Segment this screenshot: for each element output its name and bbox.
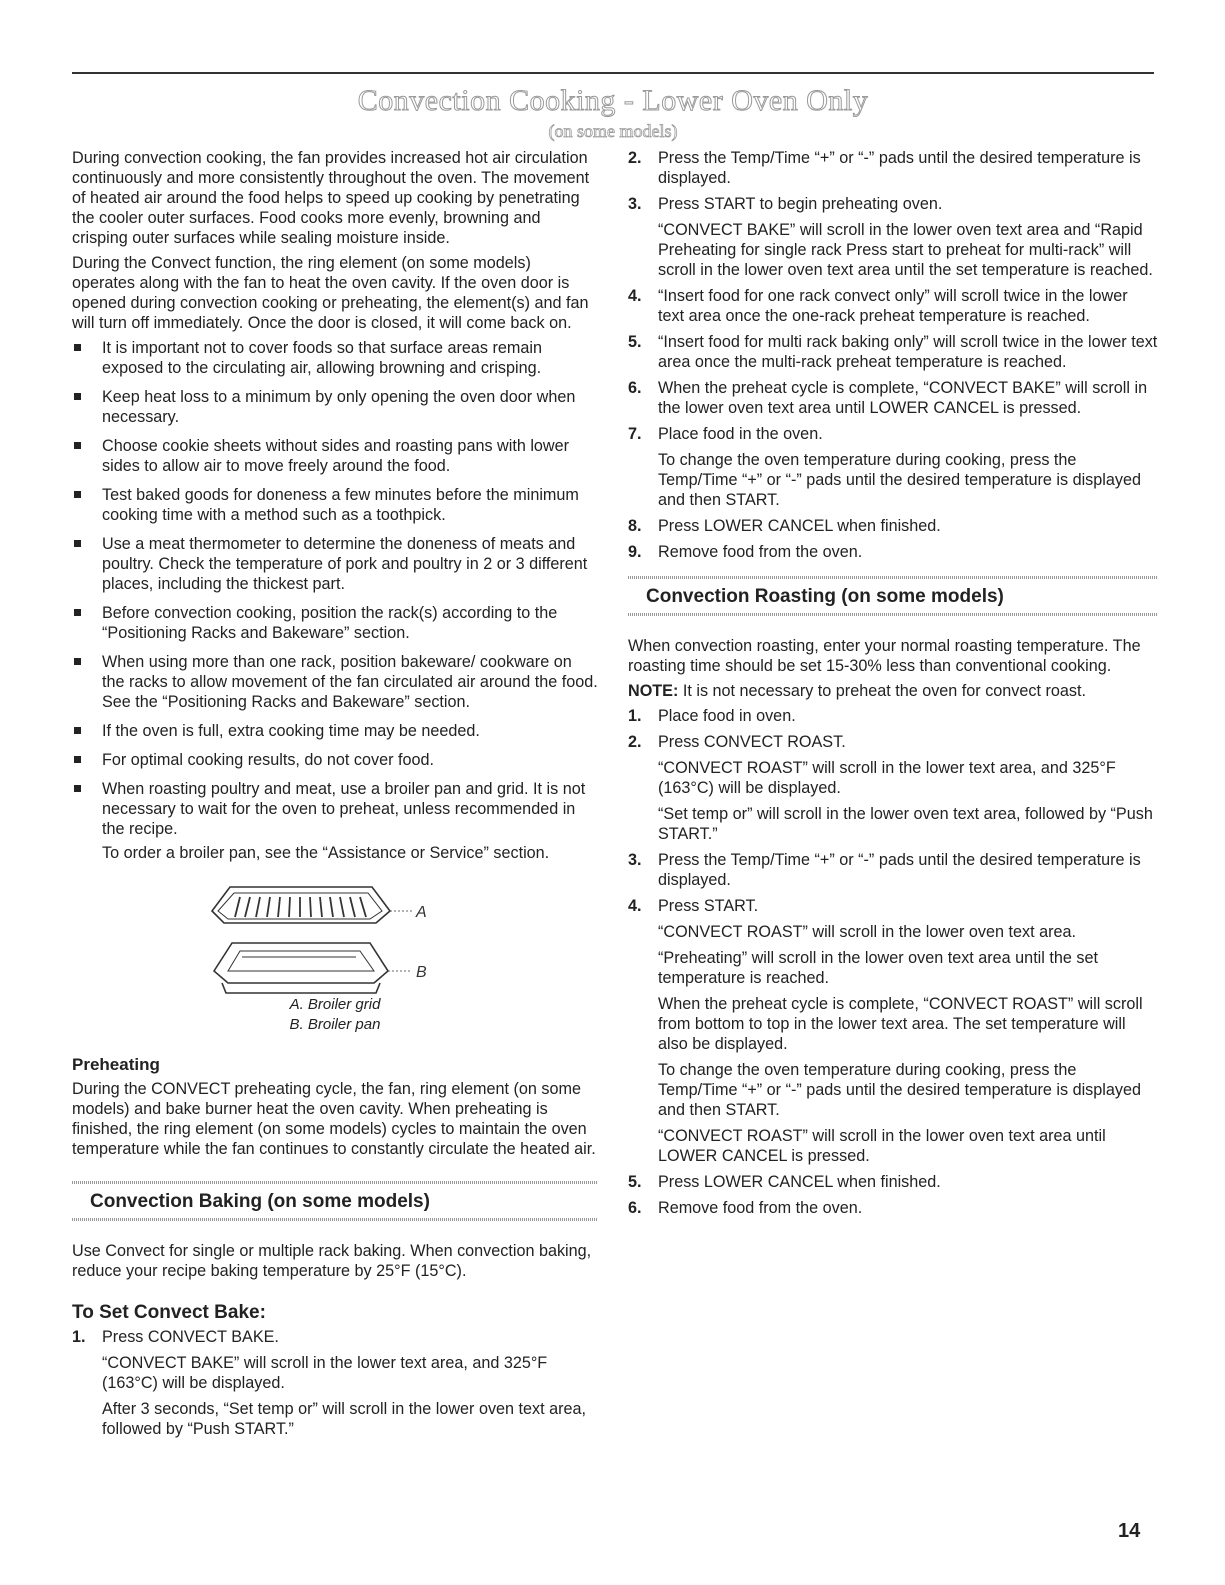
tips-list [72,338,598,839]
step-text: Place food in oven. [658,707,796,725]
step-text: When the preheat cycle is complete, “CONVECT BAKE” will scroll in the lower oven text area until LOWER CANCEL is pressed. [658,379,1148,417]
list-item: When using more than one rack, position bakeware/ cookware on the racks to allow movement of the fan circulated air around the food. See the “Positioning Racks and Bakeware” section. [72,652,598,712]
step-text: Press CONVECT BAKE. [102,1328,279,1346]
broiler-pan-drawing [214,943,412,993]
list-item [628,706,1158,726]
section-header-roasting [628,572,1158,620]
hatch-divider [72,1218,598,1221]
list-item: Choose cookie sheets without sides and roasting pans with lower sides to allow air to move freely around the food. [72,436,598,476]
step-detail: To change the oven temperature during cooking, press the Temp/Time “+” or “-” pads until the desired temperature is displayed and then START. [658,451,1141,509]
step-text: Place food in the oven. [658,425,823,443]
page-title: Convection Cooking - Lower Oven Only [357,84,869,117]
step-number: 1. [72,1328,86,1346]
right-column [628,148,1158,1224]
list-item [628,850,1158,890]
list-item: When roasting poultry and meat, use a broiler pan and grid. It is not necessary to wait for the oven to preheat, unless recommended in the recipe. [72,779,598,839]
intro-paragraph: During convection cooking, the fan provides increased hot air circulation continuously and more consistently throughout the oven. The movement of heated air around the food helps to speed up cooking by penetrating the cooler outer surfaces. Food cooks more evenly, browning and crisping outer surfaces while sealing moisture inside. [72,149,590,247]
step-number: 6. [628,1199,642,1217]
list-item: Keep heat loss to a minimum by only opening the oven door when necessary. [72,387,598,427]
step-detail: “CONVECT ROAST” will scroll in the lower text area, and 325°F (163°C) will be displayed. [658,759,1116,797]
list-item [628,424,1158,510]
step-number: 5. [628,333,642,351]
left-column [72,148,598,1445]
list-item [628,896,1158,1166]
figure-label-b: B [416,964,427,981]
preheating-heading: Preheating [72,1055,160,1074]
list-item [628,378,1158,418]
hatch-divider [628,613,1158,616]
list-item: It is important not to cover foods so that surface areas remain exposed to the circulating air, allowing browning and crisping. [72,338,598,378]
step-number: 9. [628,543,642,561]
step-text: “Insert food for one rack convect only” will scroll twice in the lower text area once the one-rack preheat temperature is reached. [658,287,1128,325]
roasting-note [628,681,1158,701]
step-detail: “CONVECT BAKE” will scroll in the lower text area, and 325°F (163°C) will be displayed. [102,1354,548,1392]
step-text: Press LOWER CANCEL when finished. [658,1173,941,1191]
page-number: 14 [1118,1520,1141,1542]
preheating-paragraph: During the CONVECT preheating cycle, the fan, ring element (on some models) and bake burner heat the oven cavity. When preheating is finished, the ring element (on some models) cycles to maintain the oven temperature while the fan continues to constantly circulate the heated air. [72,1080,596,1158]
list-item [628,148,1158,188]
broiler-pan-note: To order a broiler pan, see the “Assistance or Service” section. [102,844,550,862]
step-detail: “Set temp or” will scroll in the lower oven text area, followed by “Push START.” [658,805,1153,843]
caption-broiler-grid: A. Broiler grid [289,996,381,1013]
figure-label-a: A [416,904,427,921]
note-text: It is not necessary to preheat the oven for convect roast. [678,682,1086,700]
step-text: Press START. [658,897,759,915]
convect-roast-steps [628,706,1158,1218]
step-number: 4. [628,897,642,915]
step-detail: “CONVECT ROAST” will scroll in the lower oven text area until LOWER CANCEL is pressed. [658,1127,1106,1165]
step-number: 4. [628,287,642,305]
note-label: NOTE: [628,682,679,700]
list-item: Before convection cooking, position the rack(s) according to the “Positioning Racks and Bakeware” section. [72,603,598,643]
step-number: 1. [628,707,642,725]
step-detail: After 3 seconds, “Set temp or” will scroll in the lower oven text area, followed by “Push START.” [102,1400,587,1438]
list-item [628,194,1158,280]
list-item: If the oven is full, extra cooking time may be needed. [72,721,598,741]
step-detail: “Preheating” will scroll in the lower oven text area until the set temperature is reached. [658,949,1098,987]
list-item: Test baked goods for doneness a few minutes before the minimum cooking time with a method such as a toothpick. [72,485,598,525]
list-item [628,1198,1158,1218]
list-item: For optimal cooking results, do not cover food. [72,750,598,770]
baking-paragraph: Use Convect for single or multiple rack baking. When convection baking, reduce your recipe baking temperature by 25°F (15°C). [72,1242,592,1280]
broiler-figure [72,871,598,1041]
list-item [628,286,1158,326]
step-number: 7. [628,425,642,443]
list-item [628,516,1158,536]
step-text: Press the Temp/Time “+” or “-” pads until the desired temperature is displayed. [658,851,1141,889]
section-header-baking [72,1177,598,1225]
list-item [72,1327,598,1439]
top-rule [72,72,1154,74]
list-item [628,542,1158,562]
step-text: Remove food from the oven. [658,1199,863,1217]
step-text: Remove food from the oven. [658,543,863,561]
page-subtitle: (on some models) [548,121,678,141]
step-number: 3. [628,195,642,213]
step-text: “Insert food for multi rack baking only” will scroll twice in the lower text area once the multi-rack preheat temperature is reached. [658,333,1158,371]
step-text: Press LOWER CANCEL when finished. [658,517,941,535]
list-item [628,1172,1158,1192]
step-number: 8. [628,517,642,535]
step-number: 3. [628,851,642,869]
list-item [628,732,1158,844]
set-convect-bake-heading: To Set Convect Bake: [72,1302,266,1323]
set-bake-steps [72,1327,598,1439]
step-number: 6. [628,379,642,397]
step-detail: To change the oven temperature during cooking, press the Temp/Time “+” or “-” pads until the desired temperature is displayed and then START. [658,1061,1141,1119]
broiler-grid-drawing [212,887,412,923]
step-text: Press the Temp/Time “+” or “-” pads until the desired temperature is displayed. [658,149,1141,187]
list-item [628,332,1158,372]
roasting-heading: Convection Roasting (on some models) [646,586,1004,607]
roasting-paragraph: When convection roasting, enter your normal roasting temperature. The roasting time should be set 15-30% less than conventional cooking. [628,637,1141,675]
step-number: 5. [628,1173,642,1191]
step-detail: When the preheat cycle is complete, “CONVECT ROAST” will scroll from bottom to top in the lower text area. The set temperature will also be displayed. [658,995,1143,1053]
convect-bake-steps [628,148,1158,562]
baking-heading: Convection Baking (on some models) [90,1191,430,1212]
step-text: Press START to begin preheating oven. [658,195,943,213]
intro-paragraph: During the Convect function, the ring element (on some models) operates along with the fan to heat the oven cavity. If the oven door is opened during convection cooking or preheating, the element(s) and fan will turn off immediately. Once the door is closed, it will come back on. [72,254,589,332]
caption-broiler-pan: B. Broiler pan [289,1016,381,1033]
step-text: Press CONVECT ROAST. [658,733,846,751]
step-detail: “CONVECT BAKE” will scroll in the lower oven text area and “Rapid Preheating for single rack Press start to preheat for multi-rack” will scroll in the lower oven text area until the set temperature is reached. [658,221,1153,279]
list-item: Use a meat thermometer to determine the doneness of meats and poultry. Check the temperature of pork and poultry in 2 or 3 different places, including the thickest part. [72,534,598,594]
step-number: 2. [628,149,642,167]
step-detail: “CONVECT ROAST” will scroll in the lower oven text area. [658,923,1076,941]
step-number: 2. [628,733,642,751]
